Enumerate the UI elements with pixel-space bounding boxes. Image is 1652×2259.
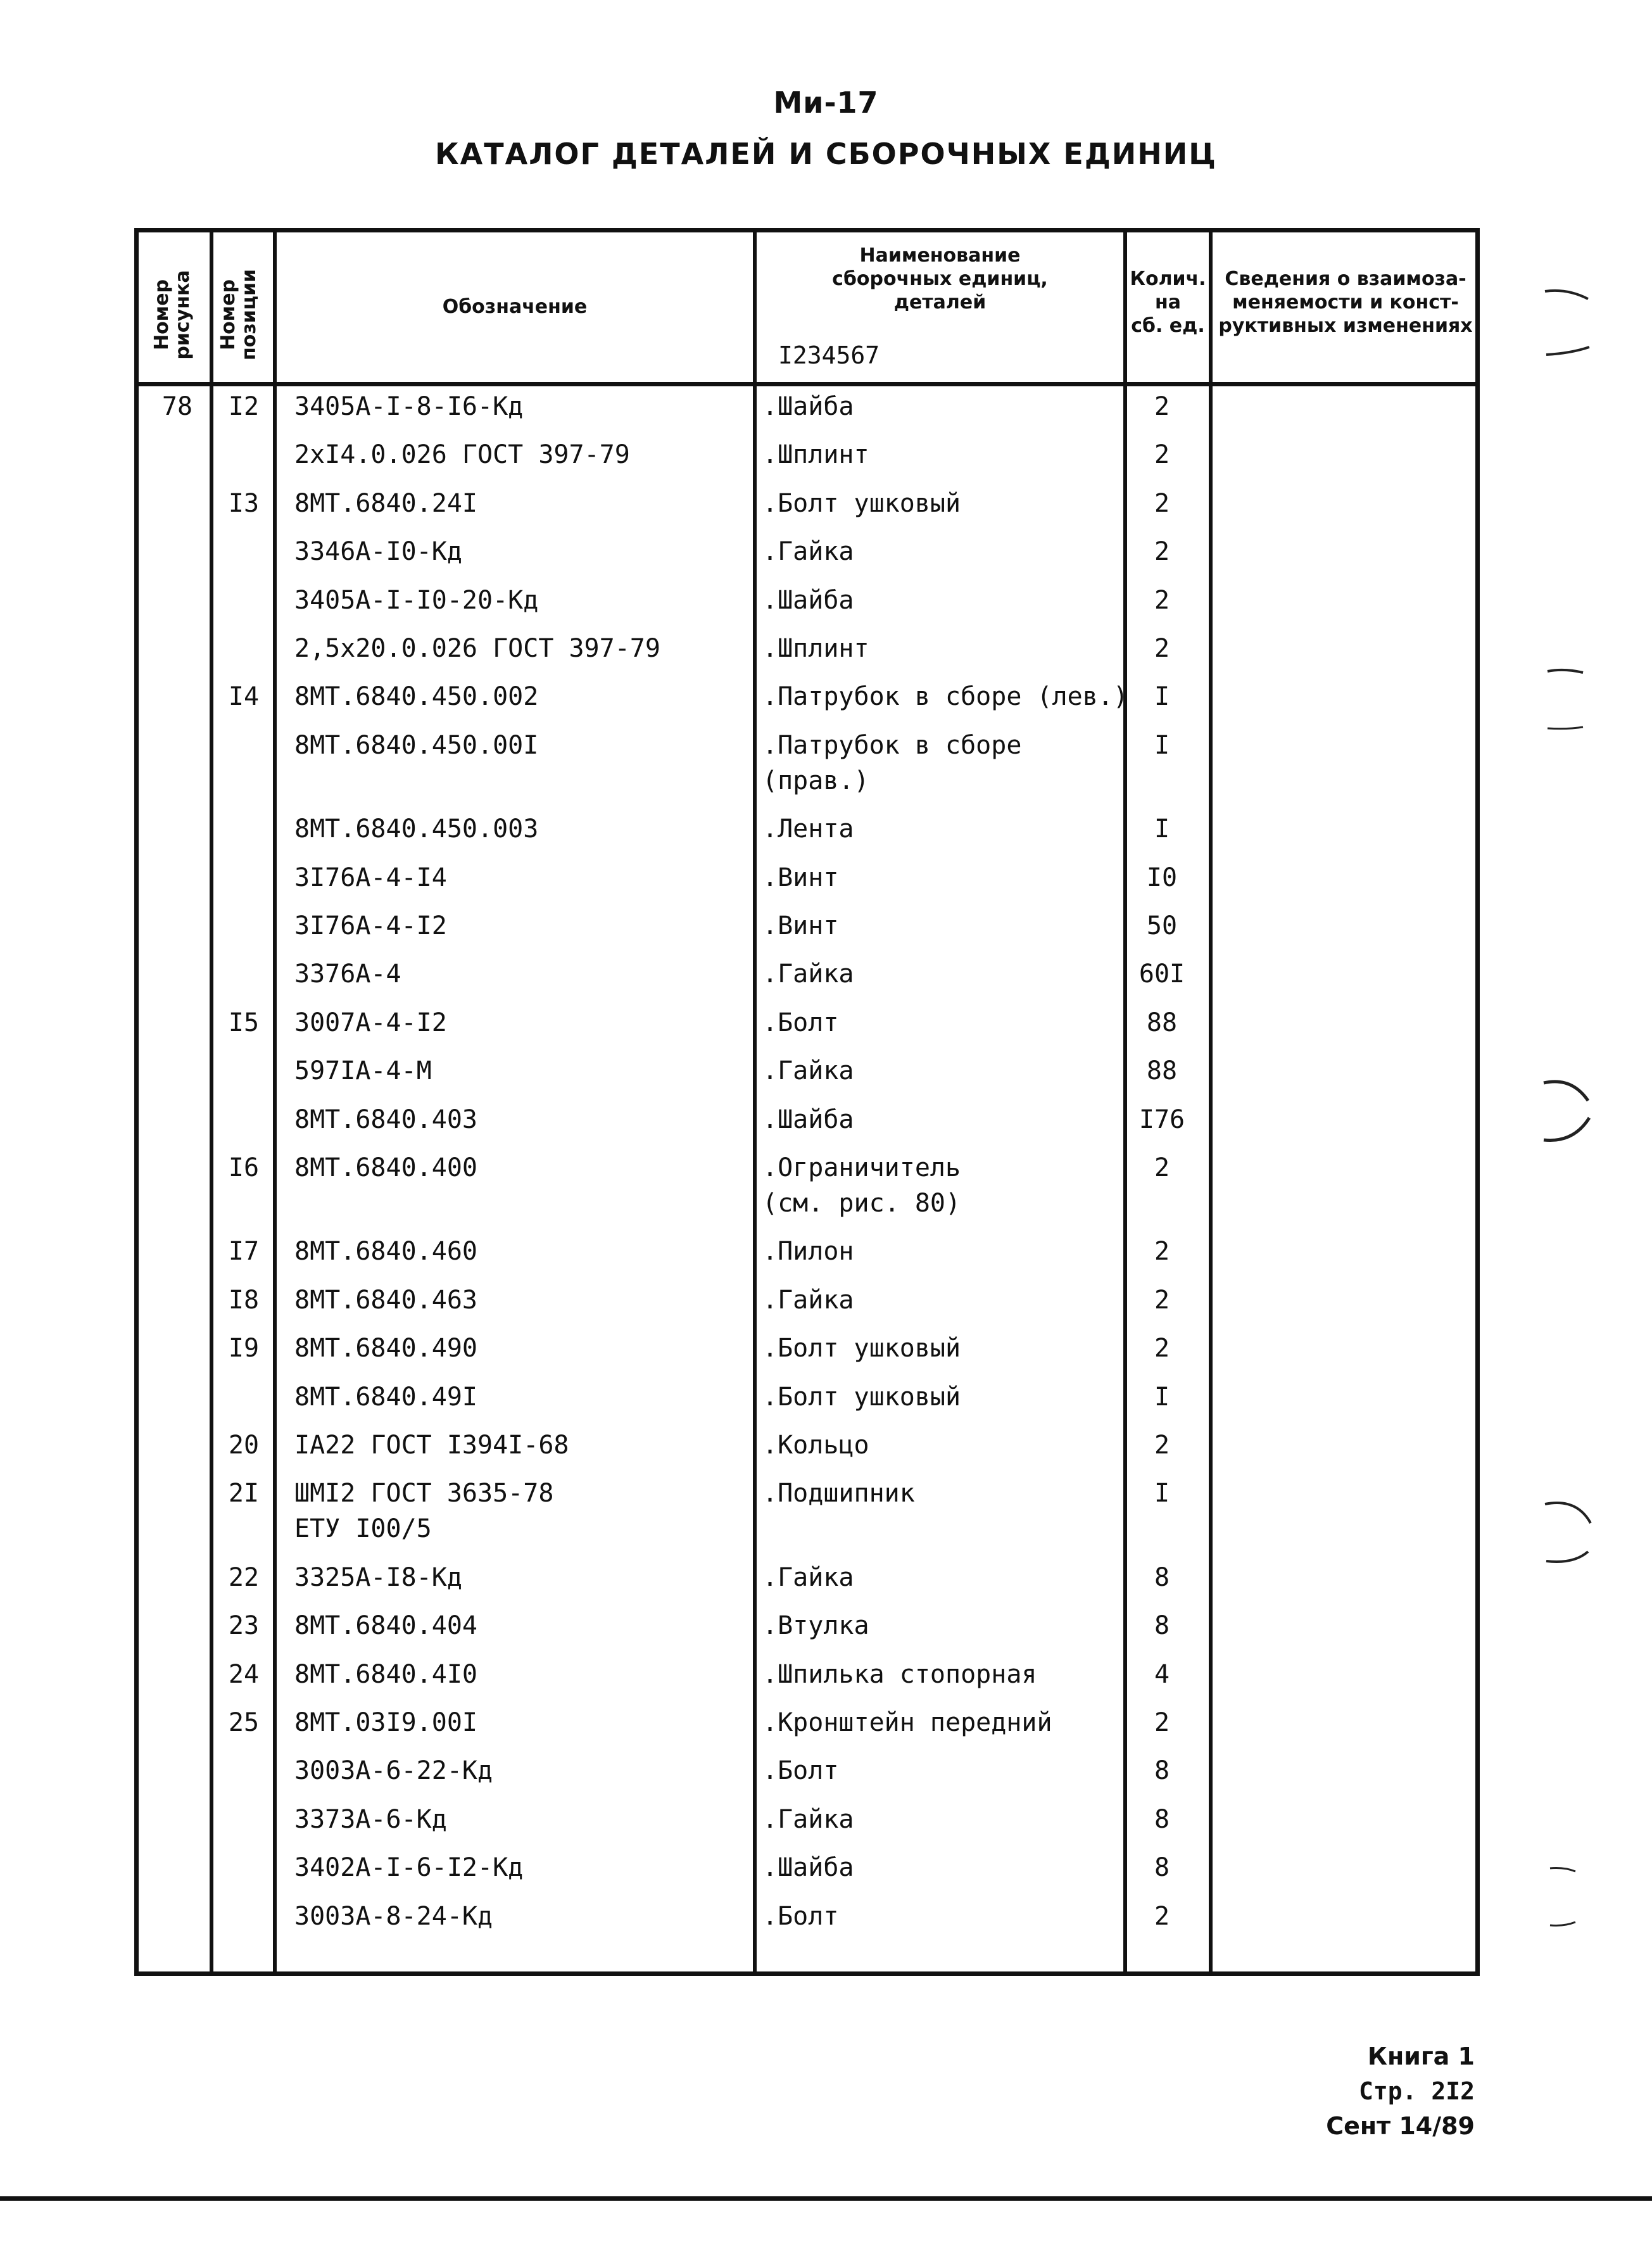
row-position-number: 20	[228, 1431, 260, 1460]
row-position-number: I3	[228, 488, 260, 518]
row-position-number: I8	[228, 1285, 260, 1315]
row-part-name: .Лента	[762, 814, 854, 844]
row-quantity: 2	[1154, 1431, 1170, 1460]
row-quantity: I	[1154, 730, 1170, 760]
row-position-number: 25	[228, 1708, 260, 1737]
row-quantity: 60I	[1138, 959, 1185, 989]
column-divider	[210, 232, 213, 1971]
column-divider	[753, 232, 757, 1971]
row-part-name: .Гайка	[762, 537, 854, 567]
row-position-number: 24	[228, 1659, 260, 1689]
header-pos: Номер позиции	[217, 269, 260, 361]
binder-marks	[1539, 266, 1640, 1963]
row-quantity: 2	[1154, 392, 1170, 421]
row-part-name: .Шайба	[762, 585, 854, 615]
row-designation: 3405А-I-8-I6-Кд	[294, 392, 524, 421]
row-designation: 3325А-I8-Кд	[294, 1562, 462, 1592]
row-designation: 8МТ.6840.450.002	[294, 682, 539, 712]
row-designation: 8МТ.6840.450.003	[294, 814, 539, 844]
row-part-name: .Болт ушковый	[762, 488, 961, 518]
row-quantity: 8	[1154, 1562, 1170, 1592]
row-quantity: 2	[1154, 440, 1170, 470]
row-quantity: I	[1154, 682, 1170, 712]
row-quantity: 2	[1154, 585, 1170, 615]
row-part-name: .Патрубок в сборе (лев.)	[762, 682, 1128, 712]
row-quantity: I	[1154, 1479, 1170, 1509]
row-part-name: .Шайба	[762, 1104, 854, 1134]
row-part-name: .Болт	[762, 1901, 839, 1931]
row-quantity: 8	[1154, 1804, 1170, 1834]
footer-page: Стр. 2I2	[1358, 2077, 1475, 2105]
row-part-name: .Патрубок в сборе	[762, 730, 1022, 760]
row-designation: IА22 ГОСТ I394I-68	[294, 1431, 569, 1460]
header-name-code: I234567	[778, 341, 880, 369]
header-name: Наименование сборочных единиц, деталей	[832, 244, 1048, 313]
row-quantity: I76	[1138, 1104, 1185, 1134]
row-part-name: .Шплинт	[762, 440, 869, 470]
document-title: Ми-17	[773, 85, 879, 120]
row-designation: ШМI2 ГОСТ 3635-78	[294, 1479, 554, 1509]
row-designation: 8МТ.6840.463	[294, 1285, 477, 1315]
row-designation: 3373А-6-Кд	[294, 1804, 447, 1834]
row-quantity: I	[1154, 814, 1170, 844]
row-quantity: 50	[1146, 911, 1178, 940]
header-notes: Сведения о взаимоза- меняемости и конст- руктивных изменениях	[1218, 268, 1473, 337]
row-quantity: 2	[1154, 1237, 1170, 1267]
footer-date: Сент 14/89	[1326, 2112, 1475, 2140]
row-designation: 3346А-I0-Кд	[294, 537, 462, 567]
row-designation: 3376А-4	[294, 959, 401, 989]
header-qty: Колич. на сб. ед.	[1130, 268, 1206, 337]
row-designation: 8МТ.6840.24I	[294, 488, 477, 518]
row-part-name: .Болт ушковый	[762, 1382, 961, 1412]
row-designation: 8МТ.6840.49I	[294, 1382, 477, 1412]
row-position-number: 2I	[228, 1479, 260, 1509]
row-designation: 8МТ.6840.403	[294, 1104, 477, 1134]
row-part-name-cont: (прав.)	[762, 766, 869, 795]
row-quantity: 88	[1146, 1008, 1178, 1037]
row-position-number: I7	[228, 1237, 260, 1267]
row-quantity: I	[1154, 1382, 1170, 1412]
row-designation: 3003А-8-24-Кд	[294, 1901, 493, 1931]
row-designation: 3007А-4-I2	[294, 1008, 447, 1037]
row-part-name: .Гайка	[762, 1562, 854, 1592]
row-part-name: .Втулка	[762, 1611, 869, 1641]
row-quantity: 8	[1154, 1611, 1170, 1641]
row-designation: 3003А-6-22-Кд	[294, 1756, 493, 1786]
row-quantity: 2	[1154, 1285, 1170, 1315]
row-designation: 8МТ.6840.404	[294, 1611, 477, 1641]
header-fig: Номер рисунка	[151, 270, 194, 360]
row-part-name: .Болт	[762, 1756, 839, 1786]
row-quantity: 2	[1154, 1708, 1170, 1737]
row-part-name: .Пилон	[762, 1237, 854, 1267]
row-position-number: I6	[228, 1153, 260, 1182]
column-divider	[1209, 232, 1213, 1971]
row-designation: 3I76А-4-I4	[294, 863, 447, 892]
row-figure-number: 78	[161, 392, 193, 421]
footer-book: Книга 1	[1367, 2042, 1475, 2070]
row-part-name: .Подшипник	[762, 1479, 915, 1509]
column-divider	[273, 232, 277, 1971]
row-part-name: .Винт	[762, 911, 839, 940]
row-designation: 2,5х20.0.026 ГОСТ 397-79	[294, 634, 660, 663]
row-position-number: I5	[228, 1008, 260, 1037]
row-quantity: I0	[1146, 863, 1178, 892]
row-designation: 2хI4.0.026 ГОСТ 397-79	[294, 440, 630, 470]
header-designation: Обозначение	[442, 296, 588, 318]
row-part-name: .Шайба	[762, 392, 854, 421]
row-part-name: .Шпилька стопорная	[762, 1659, 1037, 1689]
row-position-number: I2	[228, 392, 260, 421]
row-part-name: .Гайка	[762, 1056, 854, 1086]
document-subtitle: КАТАЛОГ ДЕТАЛЕЙ И СБОРОЧНЫХ ЕДИНИЦ	[435, 137, 1217, 171]
row-position-number: 23	[228, 1611, 260, 1641]
row-designation: 8МТ.6840.490	[294, 1334, 477, 1364]
row-position-number: I4	[228, 682, 260, 712]
row-designation-cont: ЕТУ I00/5	[294, 1514, 432, 1544]
row-part-name: .Гайка	[762, 1285, 854, 1315]
row-part-name: .Ограничитель	[762, 1153, 961, 1182]
row-designation: 3405А-I-I0-20-Кд	[294, 585, 539, 615]
row-designation: 8МТ.03I9.00I	[294, 1708, 477, 1737]
row-quantity: 2	[1154, 537, 1170, 567]
row-position-number: 22	[228, 1562, 260, 1592]
row-quantity: 8	[1154, 1756, 1170, 1786]
row-quantity: 4	[1154, 1659, 1170, 1689]
row-designation: 8МТ.6840.460	[294, 1237, 477, 1267]
row-part-name: .Шплинт	[762, 634, 869, 663]
row-position-number: I9	[228, 1334, 260, 1364]
row-part-name: .Болт	[762, 1008, 839, 1037]
row-quantity: 2	[1154, 1901, 1170, 1931]
row-part-name: .Кронштейн передний	[762, 1708, 1052, 1737]
row-part-name-cont: (см. рис. 80)	[762, 1189, 961, 1218]
row-part-name: .Кольцо	[762, 1431, 869, 1460]
row-part-name: .Шайба	[762, 1853, 854, 1883]
row-designation: 3402А-I-6-I2-Кд	[294, 1853, 524, 1883]
row-quantity: 2	[1154, 1334, 1170, 1364]
row-designation: 597IА-4-М	[294, 1056, 432, 1086]
row-designation: 8МТ.6840.450.00I	[294, 730, 539, 760]
row-quantity: 2	[1154, 634, 1170, 663]
header-divider	[139, 382, 1475, 386]
row-part-name: .Болт ушковый	[762, 1334, 961, 1364]
row-designation: 3I76А-4-I2	[294, 911, 447, 940]
row-quantity: 88	[1146, 1056, 1178, 1086]
row-part-name: .Винт	[762, 863, 839, 892]
row-quantity: 2	[1154, 488, 1170, 518]
page-bottom-rule	[0, 2196, 1652, 2201]
row-quantity: 2	[1154, 1153, 1170, 1182]
row-designation: 8МТ.6840.4I0	[294, 1659, 477, 1689]
row-part-name: .Гайка	[762, 959, 854, 989]
row-part-name: .Гайка	[762, 1804, 854, 1834]
row-quantity: 8	[1154, 1853, 1170, 1883]
row-designation: 8МТ.6840.400	[294, 1153, 477, 1182]
